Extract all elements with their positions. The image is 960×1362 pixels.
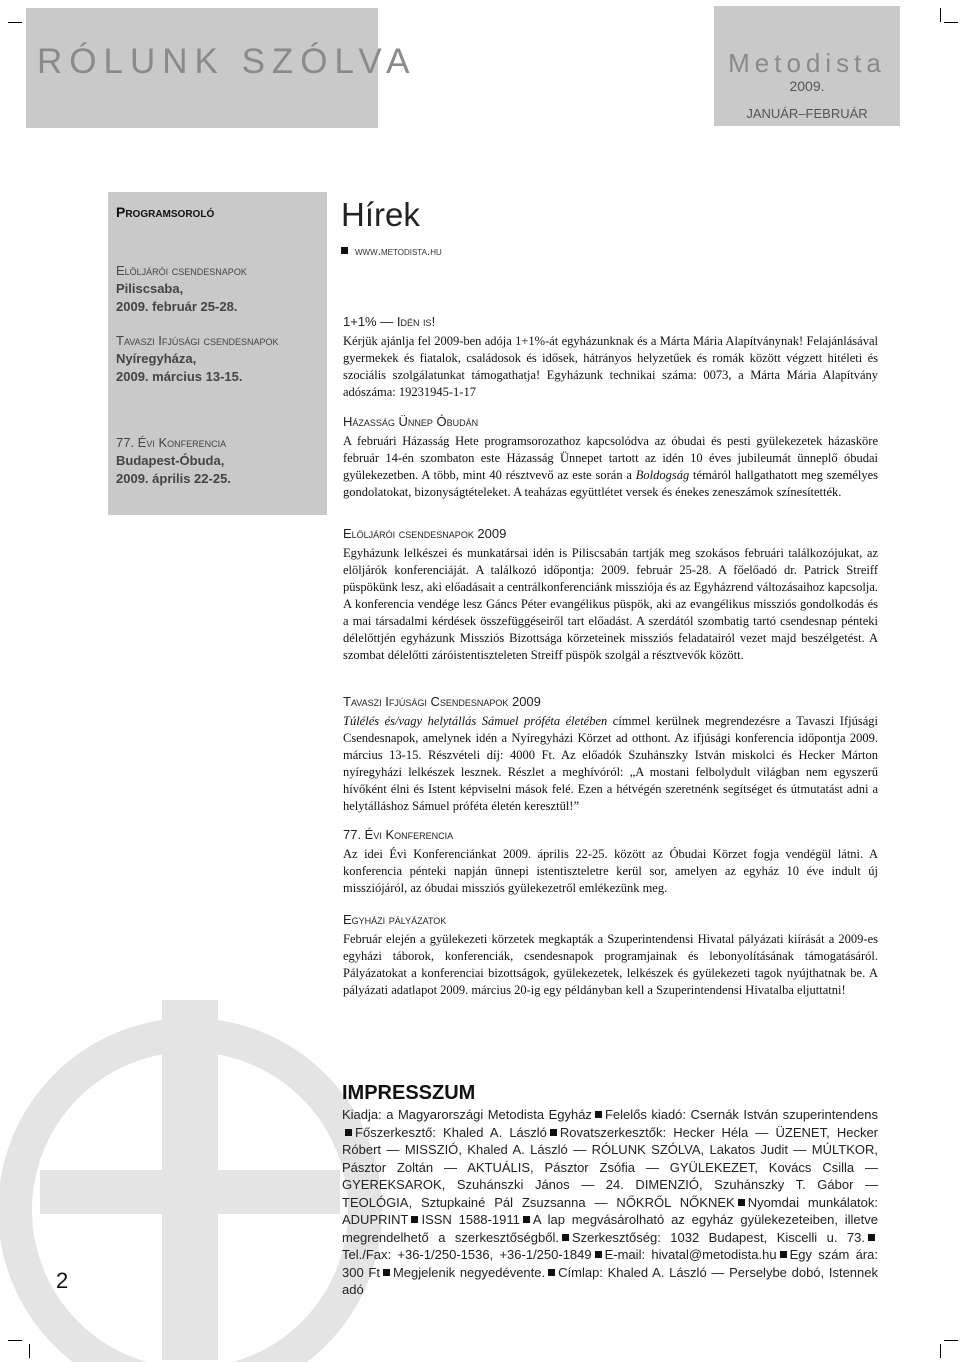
article-body: A februári Házasság Hete programsorozathoz kapcsolódva az óbudai és pesti gyülekezetek házasköre február 14-én szombaton este Házasság Ünnepet tartott az idén 10 éves jubileumát ünneplő óbudai gyülekezetben. A több, mint 40 résztvevő az este során a Boldogság témáról hallgathatott meg személyes gondolatokat, bizonyságtételeket. A teaházas együttlétet versek és énekes zeneszámok színesítették. xyxy=(343,434,878,499)
event-date: 2009. április 22-25. xyxy=(116,471,231,486)
page-number: 2 xyxy=(56,1268,69,1293)
square-bullet-icon xyxy=(595,1111,602,1118)
article-body: Február elején a gyülekezeti körzetek megkapták a Szuperintendensi Hivatal pályázati kiírását a 2009-es egyházi táborok, konferenciák, csendesnapok programjainak és lebonyolításának támogatásáról. Pályázatokat a konferenciai bizottságok, gyülekezetek, lelkészek és gyülekezeti tagok nyújthatnak be. A pályázati adatlapot 2009. március 20-ig egy példányban kell a Szuperintendensi Hivatalba eljuttatni! xyxy=(343,932,878,997)
article xyxy=(343,693,878,815)
square-bullet-icon xyxy=(738,1199,745,1206)
crop-mark xyxy=(8,22,22,23)
magazine-months: JANUÁR–FEBRUÁR xyxy=(746,106,868,121)
article xyxy=(343,413,878,501)
article xyxy=(343,525,878,664)
square-bullet-icon xyxy=(411,1216,418,1223)
square-bullet-icon xyxy=(550,1129,557,1136)
website-link[interactable]: www.metodista.hu xyxy=(355,244,442,258)
article xyxy=(343,313,878,401)
event-date: 2009. március 13-15. xyxy=(116,369,243,384)
square-bullet-icon xyxy=(523,1216,530,1223)
square-bullet-icon xyxy=(548,1269,555,1276)
website-line xyxy=(341,244,442,258)
article-title: Tavaszi Ifjúsági Csendesnapok 2009 xyxy=(343,694,541,709)
event-place: Budapest-Óbuda, xyxy=(116,453,225,468)
event-label: Tavaszi Ifjúsági csendesnapok xyxy=(116,333,279,348)
news-title: Hírek xyxy=(341,196,420,233)
impresszum-title: IMPRESSZUM xyxy=(342,1082,476,1104)
article-body: Kérjük ajánlja fel 2009-ben adója 1+1%-át egyházunknak és a Márta Mária Alapítványnak! Felajánlásával gyermekek és fiatalok, családosok és idősek, hátrányos helyzetűek és romák között végzett hitéleti és szociális szolgálatunkat támogathatja! Egyházunk technikai száma: 0073, a Márta Mária Alapítvány adószáma: 19231945-1-17 xyxy=(343,334,878,399)
section-title: RÓLUNK SZÓLVA xyxy=(37,42,417,81)
sidebar-event xyxy=(116,332,321,386)
event-date: 2009. február 25-28. xyxy=(116,299,238,314)
article-title: Házasság Ünnep Óbudán xyxy=(343,414,479,429)
email-link[interactable]: E-mail: hivatal@metodista.hu xyxy=(604,1247,777,1262)
square-bullet-icon xyxy=(780,1251,787,1258)
article-title: Egyházi pályázatok xyxy=(343,912,447,927)
article-body: Egyházunk lelkészei és munkatársai idén is Piliscsabán tartják meg szokásos februári találkozójukat, az elöljárók konferenciáját. A találkozó időpontja: 2009. február 25-28. A főelőadó dr. Patrick Streiff püspökünk lesz, aki előadásait a centrálkonferenciánk missziója és az Egyházrend változásaihoz kapcsolja. A konferencia vendége lesz Gáncs Péter evangélikus püspök, aki az evangélikus missziós gondolkodás és a mai társadalmi kérdések összefüggéseiről tart előadást. A szerdától szombatig tartó csendesnap pénteki délelőttjén egyházunk Missziós Bizottsága körzeteinek missziós feladatairól vezet majd beszélgetést. A szombat délelőtti záróistentiszteleten Streiff püspök szolgál a résztvevők között. xyxy=(343,546,878,662)
magazine-name: Metodista xyxy=(728,48,886,78)
square-bullet-icon xyxy=(341,247,348,254)
square-bullet-icon xyxy=(383,1269,390,1276)
sidebar-event xyxy=(116,262,321,316)
square-bullet-icon xyxy=(595,1251,602,1258)
crop-mark xyxy=(940,8,941,22)
article-body: Túlélés és/vagy helytállás Sámuel próféta életében címmel kerülnek megrendezésre a Tavaszi Ifjúsági Csendesnapok, amelynek idén a Nyíregyházi Körzet ad otthont. Az ifjúsági konferencia időpontja 2009. március 13-15. Részvételi díj: 4000 Ft. Az előadók Szuhánszky István miskolci és Hecker Márton nyíregyházi lelkészek lesznek. Részlet a meghívóról: „A mostani felbolydult világban nem egyszerű hívőként élni és Istent képviselni mások felé. Ezen a hétvégén szeretnénk segítséget és útmutatást adni a helytálláshoz Sámuel próféta életén keresztül!” xyxy=(343,714,878,813)
event-label: Elöljárói csendesnapok xyxy=(116,263,247,278)
article-body: Az idei Évi Konferenciánkat 2009. április 22-25. között az Óbudai Körzet fogja vendégül látni. A konferencia pénteki napján ünnepi istentiszteletre kerül sor, amelyen az egyház 10 éve indult új missziójáról, az óbudai missziós gyülekezetről emlékezünk meg. xyxy=(343,847,878,895)
crop-mark xyxy=(944,1340,958,1341)
event-place: Nyíregyháza, xyxy=(116,351,197,366)
program-sidebar xyxy=(108,192,327,515)
article-title: 77. Évi Konferencia xyxy=(343,827,454,842)
event-place: Piliscsaba, xyxy=(116,281,184,296)
impresszum-body: Kiadja: a Magyarországi Metodista Egyház Felelős kiadó: Csernák István szuperintendensFőszerkesztő: Khaled A. László Rovatszerkesztők: Hecker Héla — ÜZENET, Hecker Róbert — MISSZIÓ, Khaled A. László — RÓLUNK SZÓLVA, Lakatos Judit — MÚLTKOR, Pásztor Zoltán — AKTUÁLIS, Pásztor Zsófia — GYÜLEKEZET, Kovács Csilla — GYEREKSAROK, Szuhánszki János — 24. DIMENZIÓ, Szuhánszky T. Gábor — TEOLÓGIA, Sztupkainé Pál Zsuzsanna — NŐKRŐL NŐKNEK Nyomdai munkálatok: ADUPRINT ISSN 1588-1911 A lap megvásárolható az egyház gyülekezeteiben, illetve megrendelhető a szerkesztőségből. Szerkesztőség: 1032 Budapest, Kiscelli u. 73.Tel./Fax: +36-1/250-1536, +36-1/250-1849 E-mail: hivatal@metodista.hu Egy szám ára: 300 Ft Megjelenik negyedévente. Címlap: Khaled A. László — Perselybe dobó, Istennek adó xyxy=(342,1107,879,1297)
square-bullet-icon xyxy=(562,1234,569,1241)
article xyxy=(343,911,878,999)
article xyxy=(343,826,878,897)
article-title: Elöljárói csendesnapok 2009 xyxy=(343,526,507,541)
square-bullet-icon xyxy=(345,1129,352,1136)
sidebar-event xyxy=(116,434,321,488)
magazine-box xyxy=(714,6,900,126)
crop-mark xyxy=(944,22,958,23)
article-title: 1+1% — Idén is! xyxy=(343,314,436,329)
sidebar-heading: Programsoroló xyxy=(116,204,215,220)
square-bullet-icon xyxy=(868,1234,875,1241)
crop-mark xyxy=(940,1344,941,1358)
event-label: 77. Évi Konferencia xyxy=(116,435,227,450)
magazine-year: 2009. xyxy=(789,78,825,94)
